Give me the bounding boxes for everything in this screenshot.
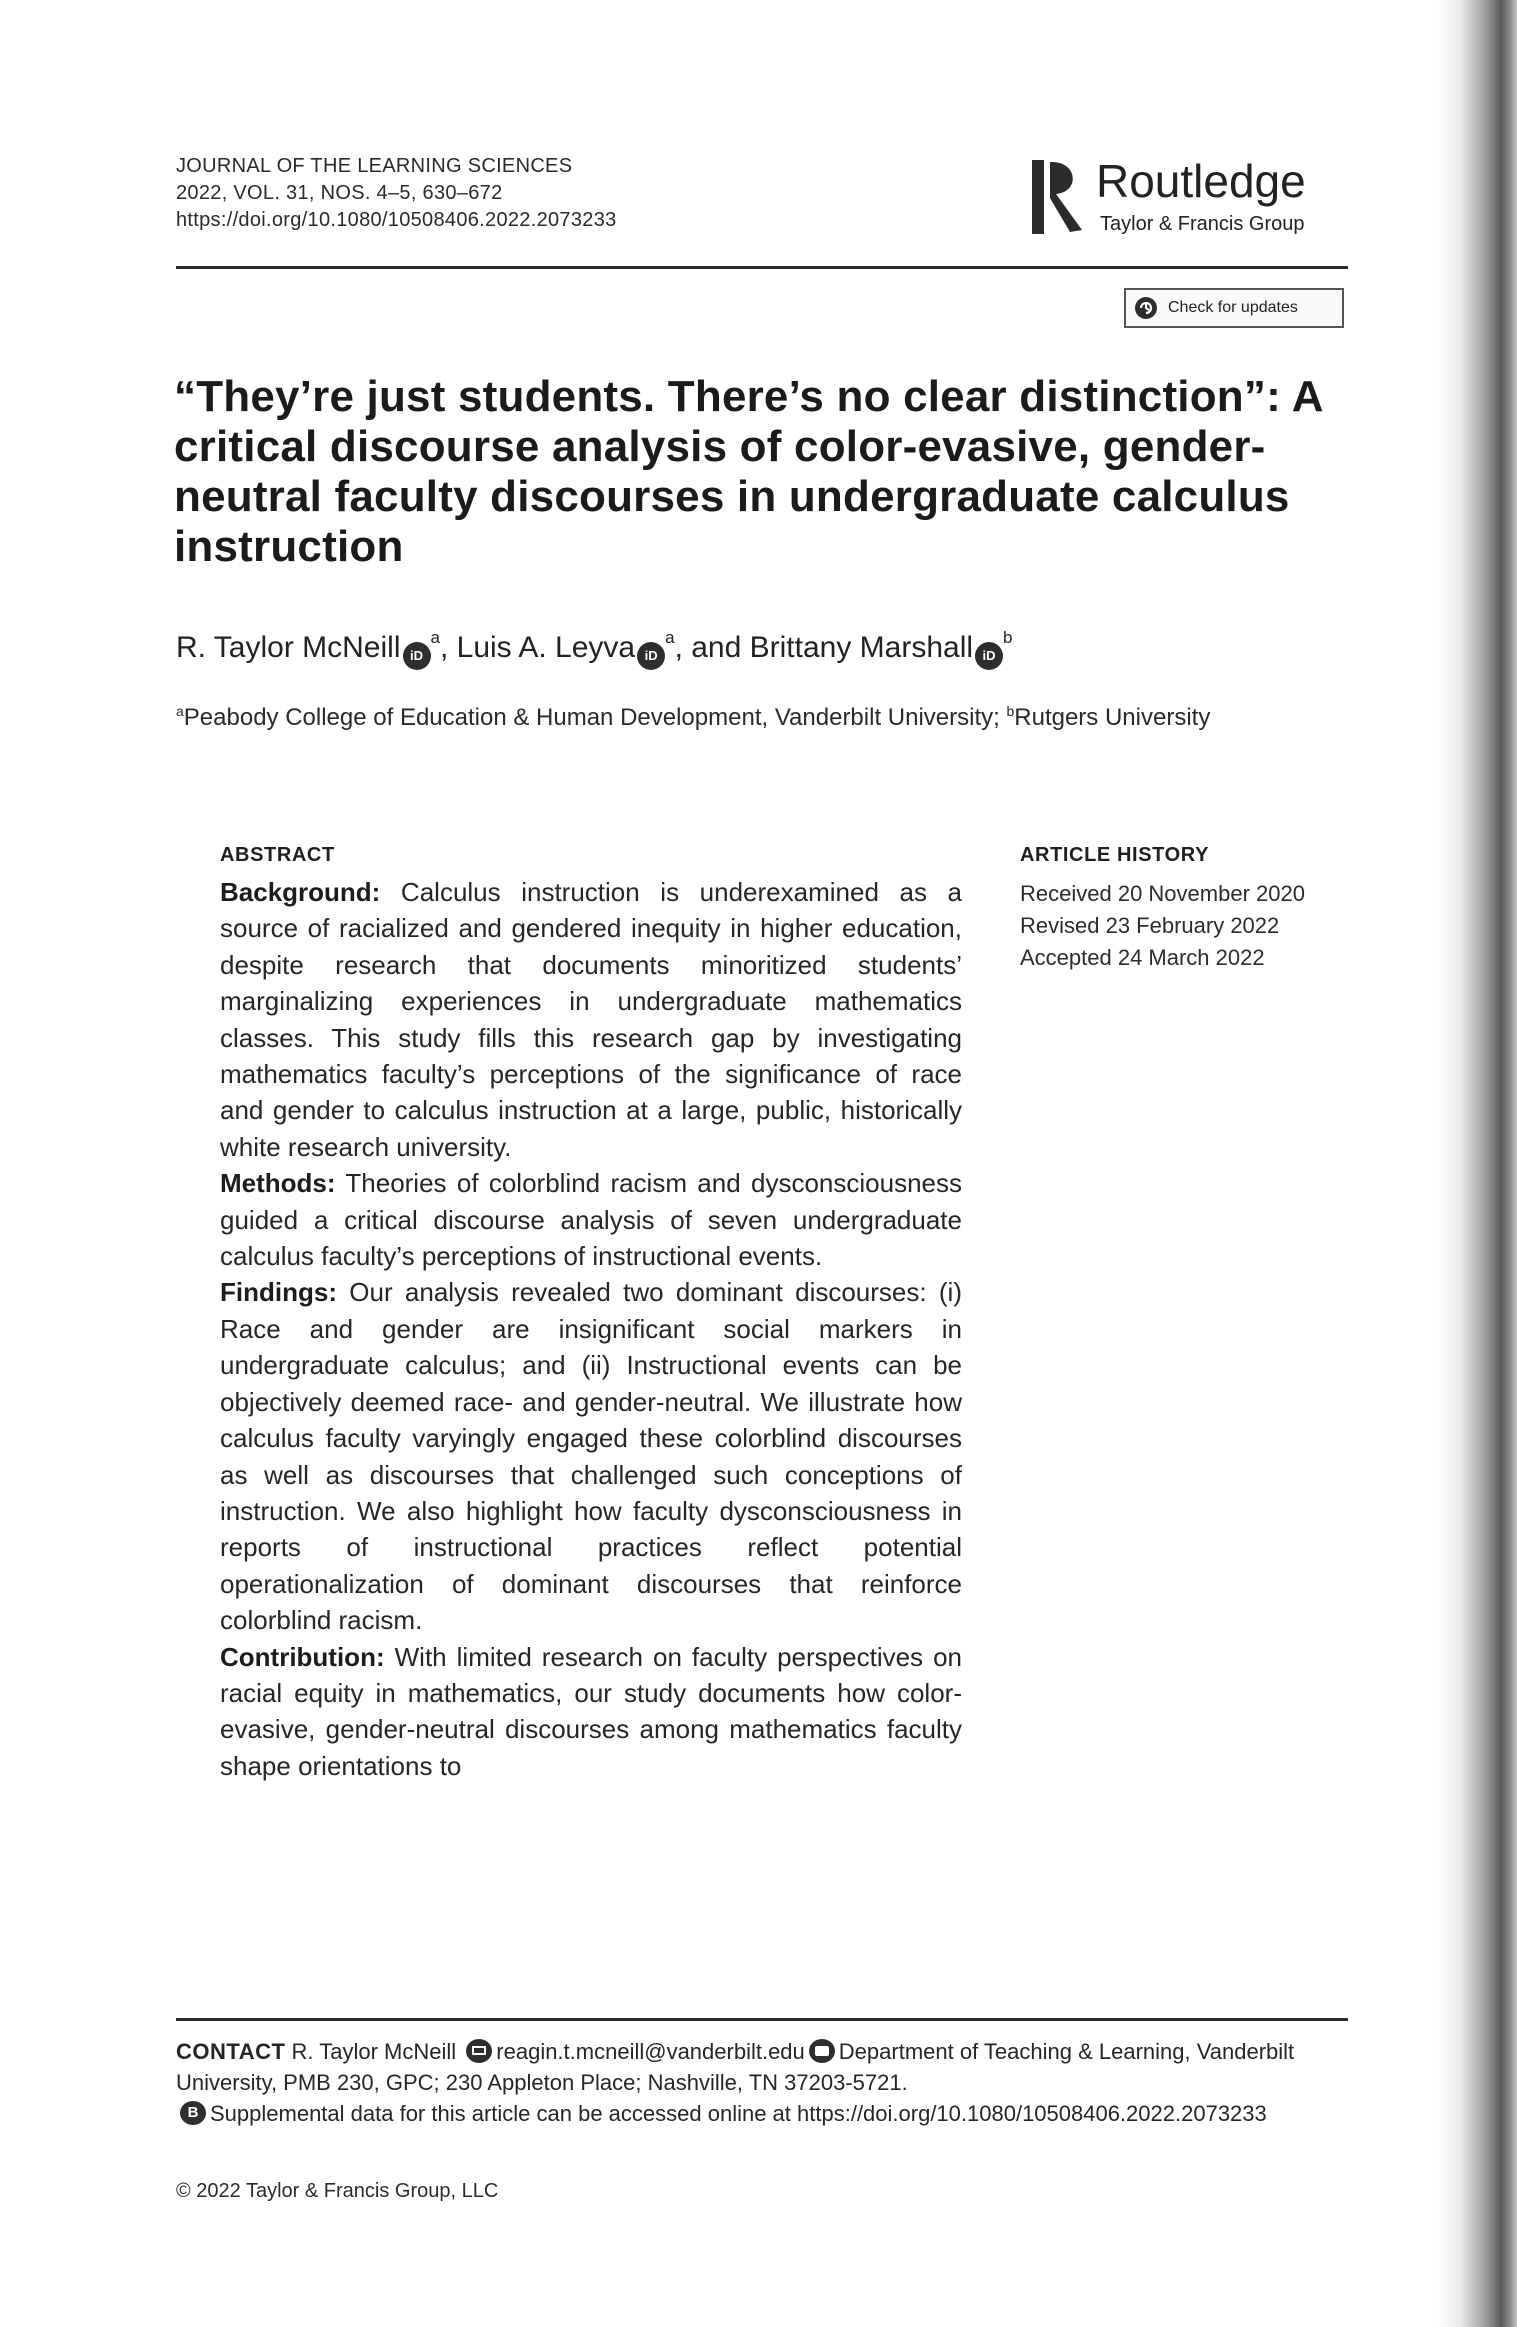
affiliation-mark: b [1006, 703, 1015, 719]
supplemental-line [176, 2098, 1348, 2129]
author-name: Luis A. Leyva [456, 631, 636, 664]
contact-email[interactable]: reagin.t.mcneill@vanderbilt.edu [496, 2039, 805, 2064]
abstract-section-text: Our analysis revealed two dominant discourses: (i) Race and gender are insignificant social markers in undergraduate calculus; and (ii) Instructional events can be objectively deemed race- and gender-neutral. We illustrate how calculus faculty varyingly engaged these colorblind discourses as well as discourses that challenged such conceptions of instruction. We also highlight how faculty dysconsciousness in reports of instructional practices reflect potential operationalization of dominant discourses that reinforce colorblind racism. [220, 1277, 962, 1636]
orcid-icon[interactable]: iD [637, 642, 665, 670]
publisher-block [1030, 152, 1350, 242]
journal-name: JOURNAL OF THE LEARNING SCIENCES [176, 155, 573, 177]
history-revised: Revised 23 February 2022 [1020, 913, 1280, 938]
history-accepted: Accepted 24 March 2022 [1020, 945, 1265, 970]
abstract-section [220, 1639, 962, 1785]
abstract-section [220, 874, 962, 1165]
abstract-section-text: Theories of colorblind racism and dysconsciousness guided a critical discourse analysis of seven undergraduate calculus faculty’s perceptions of instructional events. [220, 1168, 962, 1272]
routledge-logo-icon [1030, 158, 1090, 238]
affiliation-mark: a [665, 628, 675, 647]
article-history [1020, 878, 1350, 974]
contact-block [176, 2036, 1348, 2129]
check-for-updates-button[interactable] [1124, 288, 1344, 328]
affiliation-text: Peabody College of Education & Human Development, Vanderbilt University; [183, 704, 1007, 731]
author-separator: , [439, 631, 457, 664]
author-list [176, 628, 1276, 670]
check-updates-label: Check for updates [1168, 299, 1298, 316]
orcid-icon[interactable]: iD [403, 642, 431, 670]
page-spine-shadow [1437, 0, 1517, 2327]
email-icon [466, 2039, 492, 2063]
journal-volume: 2022, VOL. 31, NOS. 4–5, 630–672 [176, 182, 503, 204]
abstract-section-text: With limited research on faculty perspectives on racial equity in mathematics, our study documents how color-evasive, gender-neutral discourses among mathematics faculty shape orientations to [220, 1641, 962, 1781]
check-updates-icon [1134, 296, 1158, 320]
journal-info [176, 153, 736, 234]
journal-doi[interactable]: https://doi.org/10.1080/10508406.2022.2073233 [176, 209, 617, 231]
supplemental-data-icon [180, 2101, 206, 2125]
abstract-heading: ABSTRACT [220, 844, 335, 866]
orcid-icon[interactable]: iD [975, 642, 1003, 670]
author-name: R. Taylor McNeill [176, 631, 401, 664]
contact-address: Department of Teaching & Learning, Vanderbilt University, PMB 230, GPC; 230 Appleton Place; Nashville, TN 37203-5721. [176, 2039, 1295, 2095]
copyright: © 2022 Taylor & Francis Group, LLC [176, 2180, 499, 2202]
abstract-section-text: Calculus instruction is underexamined as a source of racialized and gendered inequity in higher education, despite research that documents minoritized students’ marginalizing experiences in undergraduate mathematics classes. This study fills this research gap by investigating mathematics faculty’s perceptions of the significance of race and gender to calculus instruction at a large, public, historically white research university. [220, 877, 962, 1162]
contact-name: R. Taylor McNeill [285, 2039, 463, 2064]
abstract-section-label: Contribution: [220, 1641, 385, 1672]
article-title: “They’re just students. There’s no clear distinction”: A critical discourse analysis of color-evasive, gender-neutral faculty discourses in undergraduate calculus instruction [174, 372, 1323, 571]
article-history-heading: ARTICLE HISTORY [1020, 844, 1210, 866]
abstract-section [220, 1165, 962, 1274]
publisher-group: Taylor & Francis Group [1100, 213, 1305, 235]
abstract-section [220, 1274, 962, 1638]
address-icon [809, 2039, 835, 2063]
author-separator: , and [674, 631, 750, 664]
author-name: Brittany Marshall [749, 631, 974, 664]
affiliation-mark: a [176, 703, 184, 719]
affiliation-text: Rutgers University [1014, 704, 1211, 731]
abstract-section-label: Background: [220, 877, 381, 907]
affiliation-mark: b [1003, 628, 1013, 647]
abstract-body [220, 874, 962, 1784]
publisher-name: Routledge [1096, 155, 1306, 207]
header-rule [176, 266, 1348, 269]
footer-rule [176, 2018, 1348, 2021]
abstract-section-label: Methods: [220, 1168, 336, 1199]
contact-line [176, 2036, 1348, 2098]
history-received: Received 20 November 2020 [1020, 881, 1305, 906]
supplemental-text[interactable]: Supplemental data for this article can be accessed online at https://doi.org/10.1080/10508406.2022.2073233 [210, 2101, 1267, 2126]
affiliations [176, 700, 1296, 736]
contact-label: CONTACT [176, 2039, 286, 2064]
affiliation-mark: a [430, 628, 440, 647]
abstract-section-label: Findings: [220, 1277, 337, 1308]
